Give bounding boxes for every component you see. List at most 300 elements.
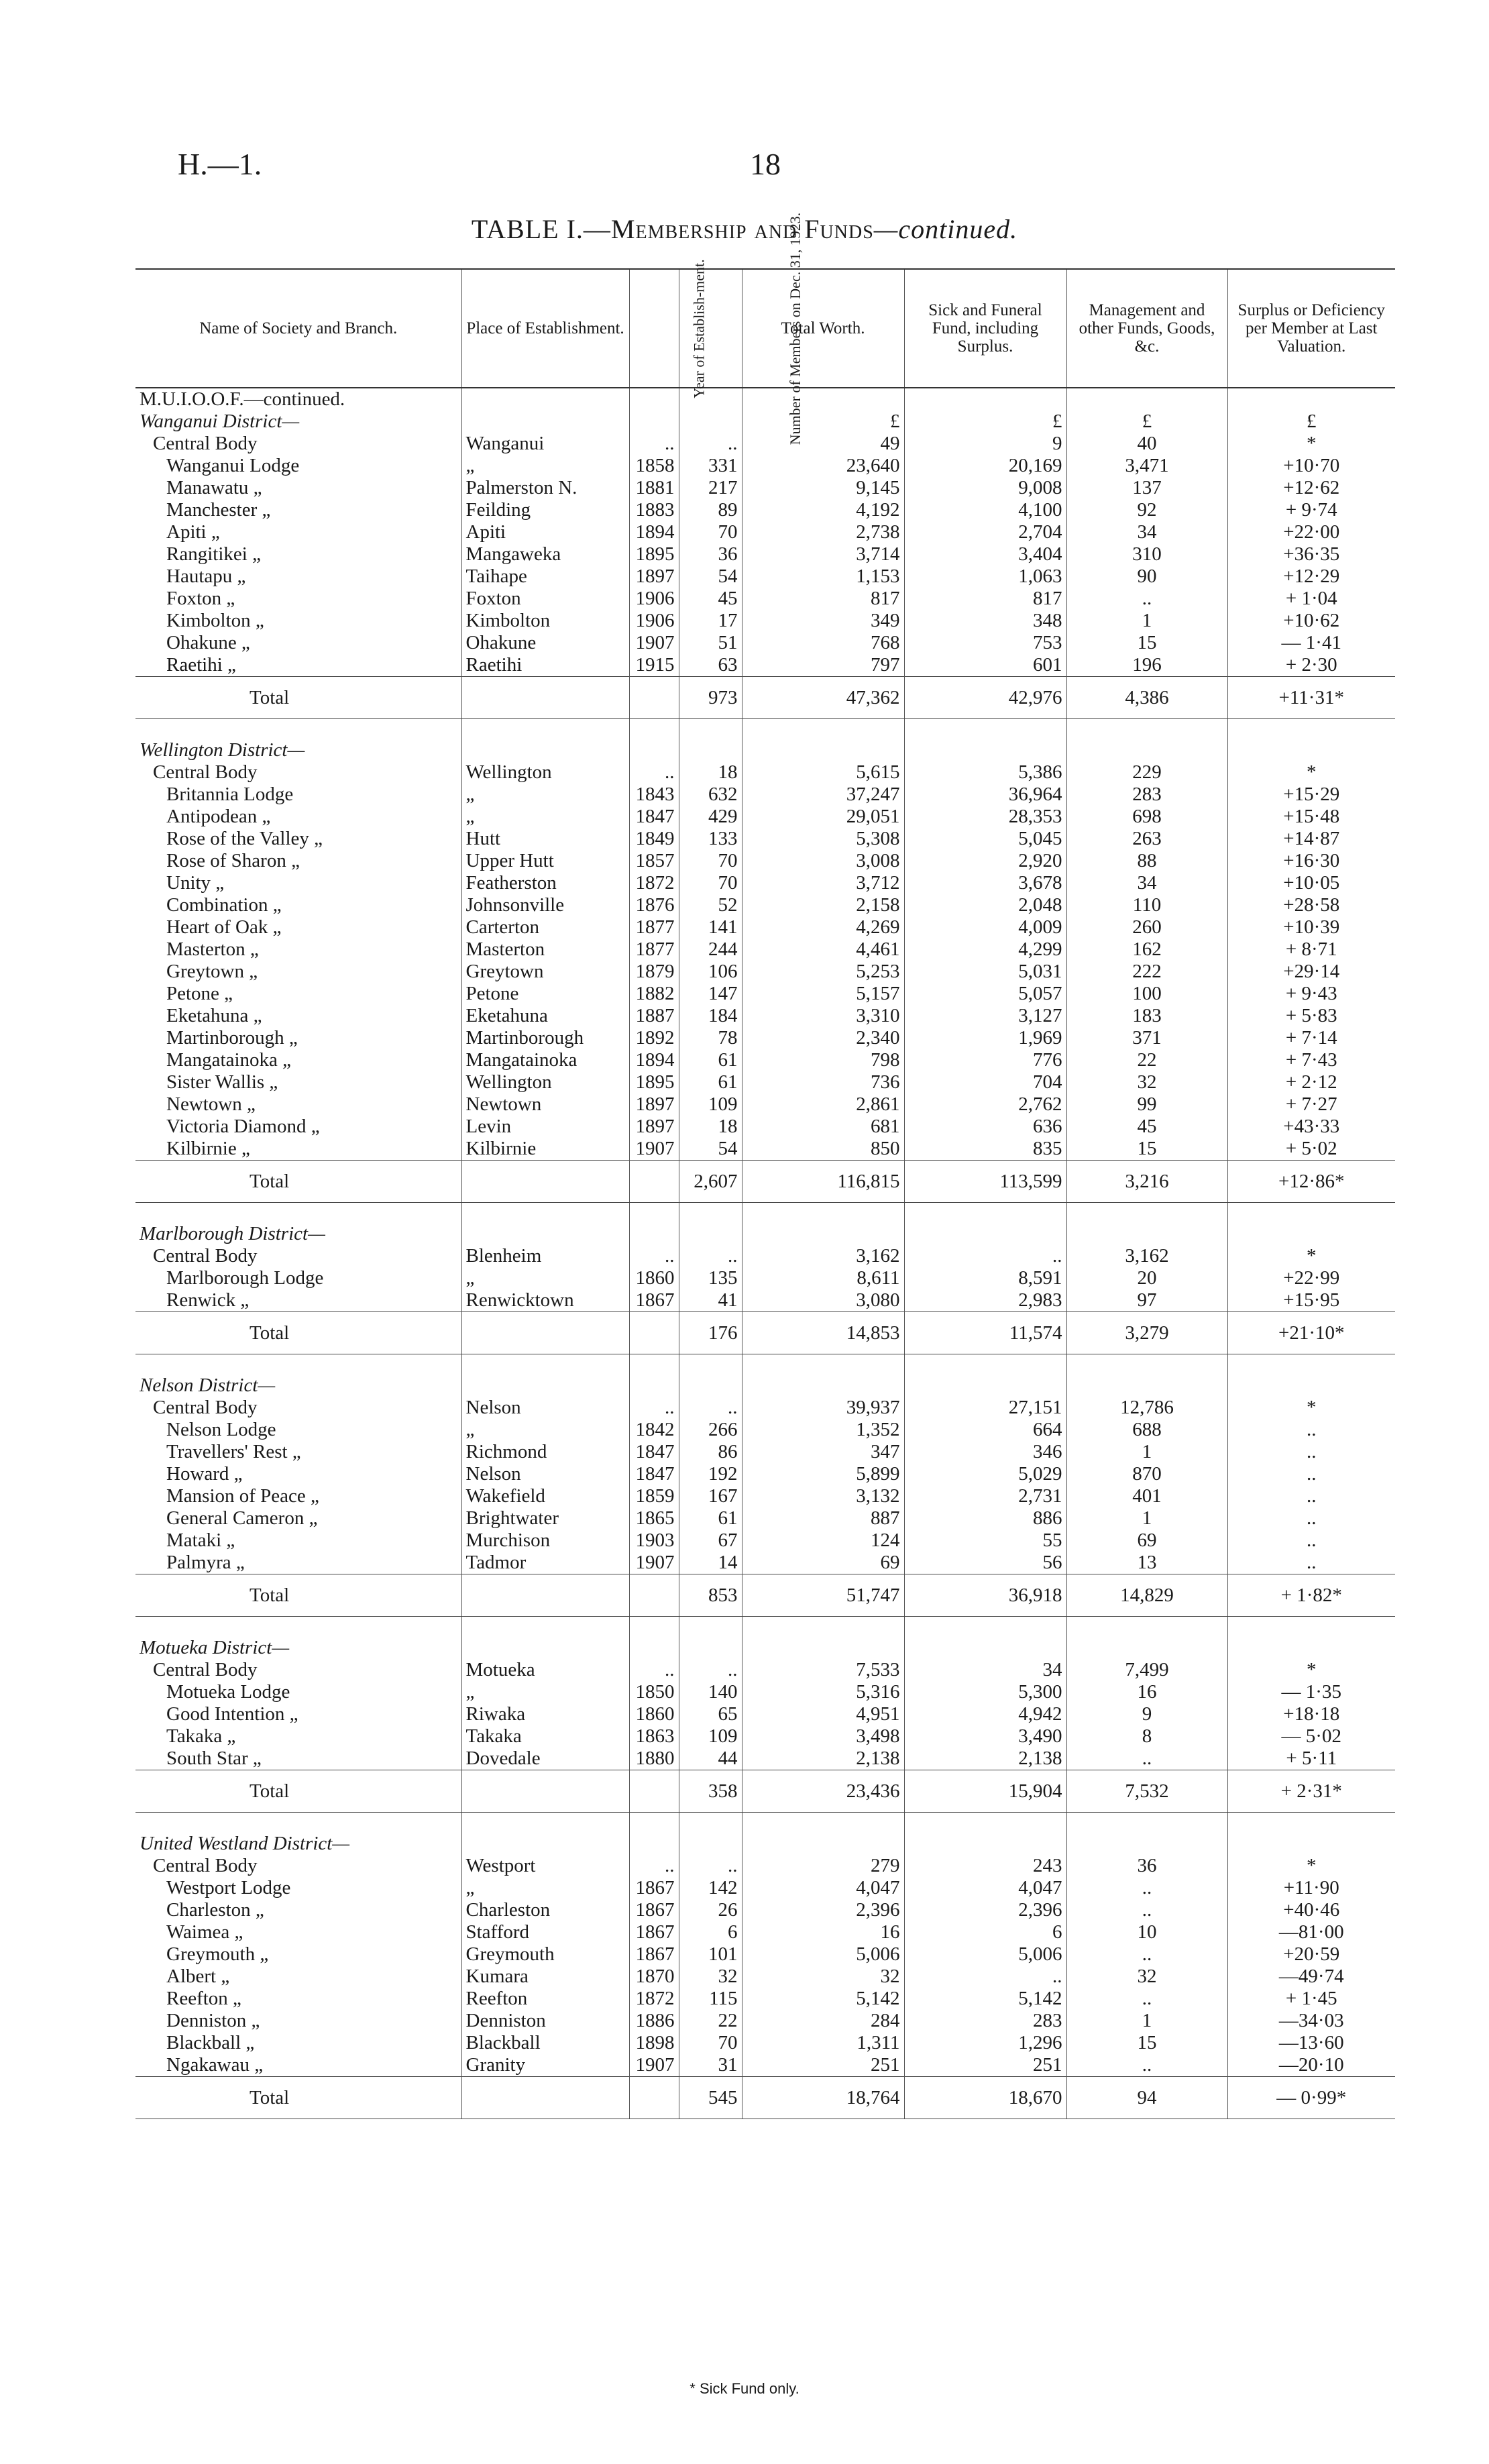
empty-cell (629, 1161, 679, 1203)
branch-name: Masterton „ (166, 939, 259, 960)
empty-cell (904, 388, 1066, 411)
empty-cell (1227, 739, 1395, 761)
empty-cell (135, 1354, 461, 1375)
member-count: 70 (679, 521, 742, 543)
sick-funeral-fund: 5,031 (904, 961, 1066, 983)
total-worth: 1,153 (742, 566, 904, 588)
surplus-deficiency: +36·35 (1227, 543, 1395, 566)
branch-name: Raetihi „ (166, 654, 236, 676)
sick-funeral-fund: 2,704 (904, 521, 1066, 543)
year-established: 1876 (629, 894, 679, 916)
empty-cell (742, 1223, 904, 1245)
surplus-deficiency: .. (1227, 1463, 1395, 1485)
management-funds: 90 (1066, 566, 1227, 588)
table-row (135, 939, 1395, 961)
year-established: 1857 (629, 850, 679, 872)
sick-funeral-fund: 251 (904, 2054, 1066, 2077)
surplus-deficiency: * (1227, 433, 1395, 455)
sick-funeral-fund: 3,678 (904, 872, 1066, 894)
empty-cell (904, 1203, 1066, 1224)
management-funds: 1 (1066, 1507, 1227, 1530)
member-count: 192 (679, 1463, 742, 1485)
total-sick-fund: 36,918 (904, 1574, 1066, 1617)
management-funds: 371 (1066, 1027, 1227, 1049)
empty-cell (629, 719, 679, 740)
management-funds: 1 (1066, 2010, 1227, 2032)
surplus-deficiency: +10·70 (1227, 455, 1395, 477)
member-count: 331 (679, 455, 742, 477)
surplus-deficiency: +10·62 (1227, 610, 1395, 632)
management-funds: .. (1066, 588, 1227, 610)
surplus-deficiency: +12·62 (1227, 477, 1395, 499)
year-established: 1843 (629, 784, 679, 806)
member-count: 17 (679, 610, 742, 632)
branch-name: Central Body (153, 1855, 258, 1876)
place-of-establishment: Foxton (461, 588, 629, 610)
management-funds: 16 (1066, 1681, 1227, 1703)
place-of-establishment: Blackball (461, 2032, 629, 2054)
place-of-establishment: Mangatainoka (461, 1049, 629, 1071)
member-count: 115 (679, 1988, 742, 2010)
member-count: 70 (679, 872, 742, 894)
total-worth: 817 (742, 588, 904, 610)
empty-cell (629, 388, 679, 411)
member-count: 167 (679, 1485, 742, 1507)
member-count: 147 (679, 983, 742, 1005)
place-of-establishment: „ (461, 1267, 629, 1289)
table-row (135, 1005, 1395, 1027)
member-count: 142 (679, 1877, 742, 1899)
member-count: 31 (679, 2054, 742, 2077)
table-row (135, 850, 1395, 872)
year-established: 1906 (629, 588, 679, 610)
table-row (135, 1748, 1395, 1770)
management-funds: 15 (1066, 1138, 1227, 1161)
surplus-deficiency: + 5·11 (1227, 1748, 1395, 1770)
place-of-establishment: „ (461, 1877, 629, 1899)
empty-cell (629, 677, 679, 719)
total-worth: 37,247 (742, 784, 904, 806)
empty-cell (461, 1203, 629, 1224)
management-funds: 9 (1066, 1703, 1227, 1725)
total-worth-sum: 23,436 (742, 1770, 904, 1813)
table-row (135, 1921, 1395, 1943)
year-established: .. (629, 433, 679, 455)
place-of-establishment: Motueka (461, 1659, 629, 1681)
member-count: 86 (679, 1441, 742, 1463)
empty-cell (679, 1637, 742, 1659)
member-count: 266 (679, 1419, 742, 1441)
member-count: 109 (679, 1093, 742, 1116)
year-established: 1887 (629, 1005, 679, 1027)
member-count: 70 (679, 2032, 742, 2054)
place-of-establishment: Riwaka (461, 1703, 629, 1725)
management-funds: 22 (1066, 1049, 1227, 1071)
empty-cell (904, 1637, 1066, 1659)
total-surplus: +11·31* (1227, 677, 1395, 719)
place-of-establishment: Granity (461, 2054, 629, 2077)
member-count: 109 (679, 1725, 742, 1748)
management-funds: 698 (1066, 806, 1227, 828)
total-worth: 3,132 (742, 1485, 904, 1507)
member-count: 133 (679, 828, 742, 850)
surplus-deficiency: + 7·43 (1227, 1049, 1395, 1071)
branch-name: Ohakune „ (166, 632, 250, 653)
total-worth: 798 (742, 1049, 904, 1071)
place-of-establishment: Taihape (461, 566, 629, 588)
empty-cell (1066, 1637, 1227, 1659)
empty-cell (742, 739, 904, 761)
total-worth: 2,861 (742, 1093, 904, 1116)
branch-name: Denniston „ (166, 2010, 260, 2031)
sick-funeral-fund: 4,942 (904, 1703, 1066, 1725)
member-count: 41 (679, 1289, 742, 1312)
total-row (135, 1574, 1395, 1617)
branch-name: Westport Lodge (166, 1877, 291, 1898)
management-funds: 1 (1066, 610, 1227, 632)
total-worth: 5,316 (742, 1681, 904, 1703)
empty-cell (629, 1312, 679, 1354)
empty-cell (742, 1203, 904, 1224)
empty-cell (904, 1833, 1066, 1855)
place-of-establishment: Richmond (461, 1441, 629, 1463)
branch-name: Kilbirnie „ (166, 1138, 250, 1159)
member-count: 184 (679, 1005, 742, 1027)
org-row (135, 388, 1395, 411)
empty-cell (679, 411, 742, 433)
year-established: 1907 (629, 1552, 679, 1574)
sick-funeral-fund: 9,008 (904, 477, 1066, 499)
year-established: 1867 (629, 1943, 679, 1966)
year-established: 1867 (629, 1289, 679, 1312)
management-funds: 162 (1066, 939, 1227, 961)
member-count: 52 (679, 894, 742, 916)
total-worth: 3,498 (742, 1725, 904, 1748)
total-worth: 2,340 (742, 1027, 904, 1049)
branch-name: Central Body (153, 1659, 258, 1680)
sick-funeral-fund: 636 (904, 1116, 1066, 1138)
year-established: 1867 (629, 1899, 679, 1921)
surplus-deficiency: .. (1227, 1552, 1395, 1574)
branch-name: Rose of Sharon „ (166, 850, 300, 871)
sick-funeral-fund: 283 (904, 2010, 1066, 2032)
empty-cell (629, 1354, 679, 1375)
place-of-establishment: Greymouth (461, 1943, 629, 1966)
place-of-establishment: Wanganui (461, 433, 629, 455)
total-worth: 5,006 (742, 1943, 904, 1966)
total-management: 3,216 (1066, 1161, 1227, 1203)
empty-cell (1066, 1813, 1227, 1833)
total-worth: 3,712 (742, 872, 904, 894)
sick-funeral-fund: 56 (904, 1552, 1066, 1574)
total-label: Total (135, 1770, 461, 1813)
place-of-establishment: Levin (461, 1116, 629, 1138)
table-row (135, 1049, 1395, 1071)
empty-cell (629, 2077, 679, 2119)
total-worth: 736 (742, 1071, 904, 1093)
member-count: .. (679, 1397, 742, 1419)
empty-cell (1066, 1354, 1227, 1375)
table-row (135, 1855, 1395, 1877)
total-worth: 39,937 (742, 1397, 904, 1419)
member-count: 6 (679, 1921, 742, 1943)
table-row (135, 588, 1395, 610)
col-header-surplus: Surplus or Deficiency per Member at Last Valuation. (1227, 269, 1395, 388)
district-name: Wanganui District— (140, 411, 300, 432)
branch-name: Palmyra „ (166, 1552, 245, 1573)
year-established: 1847 (629, 806, 679, 828)
sick-funeral-fund: 886 (904, 1507, 1066, 1530)
management-funds: 7,499 (1066, 1659, 1227, 1681)
table-row (135, 784, 1395, 806)
member-count: 18 (679, 1116, 742, 1138)
sick-funeral-fund: 1,063 (904, 566, 1066, 588)
management-funds: 13 (1066, 1552, 1227, 1574)
sick-funeral-fund: 5,300 (904, 1681, 1066, 1703)
member-count: 36 (679, 543, 742, 566)
col-header-members: Number of Members on Dec. 31, 1923. (679, 269, 742, 388)
table-row (135, 761, 1395, 784)
header-row (135, 269, 1395, 388)
management-funds: 401 (1066, 1485, 1227, 1507)
total-worth: 3,080 (742, 1289, 904, 1312)
year-established: 1872 (629, 1988, 679, 2010)
branch-name: Greytown „ (166, 961, 258, 982)
member-count: .. (679, 1855, 742, 1877)
place-of-establishment: Feilding (461, 499, 629, 521)
year-established: 1847 (629, 1441, 679, 1463)
total-worth: 2,396 (742, 1899, 904, 1921)
member-count: 14 (679, 1552, 742, 1574)
sick-funeral-fund: 5,386 (904, 761, 1066, 784)
branch-name: Rangitikei „ (166, 543, 261, 565)
total-members: 2,607 (679, 1161, 742, 1203)
year-established: 1897 (629, 566, 679, 588)
sick-funeral-fund: 20,169 (904, 455, 1066, 477)
place-of-establishment: „ (461, 1419, 629, 1441)
empty-cell (629, 1203, 679, 1224)
year-established: 1883 (629, 499, 679, 521)
sick-funeral-fund: 3,127 (904, 1005, 1066, 1027)
total-surplus: + 1·82* (1227, 1574, 1395, 1617)
table-row (135, 433, 1395, 455)
total-worth: 251 (742, 2054, 904, 2077)
empty-cell (1227, 1833, 1395, 1855)
member-count: 45 (679, 588, 742, 610)
surplus-deficiency: .. (1227, 1530, 1395, 1552)
district-name: United Westland District— (140, 1833, 350, 1854)
district-name: Nelson District— (140, 1375, 276, 1396)
empty-cell (1227, 1203, 1395, 1224)
branch-name: South Star „ (166, 1748, 262, 1769)
col-header-name: Name of Society and Branch. (135, 269, 461, 388)
total-label: Total (135, 1574, 461, 1617)
management-funds: 229 (1066, 761, 1227, 784)
surplus-deficiency: —20·10 (1227, 2054, 1395, 2077)
place-of-establishment: Kilbirnie (461, 1138, 629, 1161)
management-funds: 34 (1066, 521, 1227, 543)
place-of-establishment: Featherston (461, 872, 629, 894)
sick-funeral-fund: 243 (904, 1855, 1066, 1877)
empty-cell (1066, 388, 1227, 411)
empty-cell (904, 1375, 1066, 1397)
col-header-place: Place of Establishment. (461, 269, 629, 388)
management-funds: .. (1066, 1988, 1227, 2010)
year-established: 1842 (629, 1419, 679, 1441)
member-count: 61 (679, 1507, 742, 1530)
table-row (135, 872, 1395, 894)
surplus-deficiency: * (1227, 1397, 1395, 1419)
table-row (135, 1966, 1395, 1988)
spacer-row (135, 1617, 1395, 1638)
year-established: 1877 (629, 939, 679, 961)
total-label: Total (135, 2077, 461, 2119)
total-worth: 5,308 (742, 828, 904, 850)
total-worth: 5,142 (742, 1988, 904, 2010)
year-established: 1897 (629, 1093, 679, 1116)
surplus-deficiency: —34·03 (1227, 2010, 1395, 2032)
total-worth: 1,352 (742, 1419, 904, 1441)
branch-name: Combination „ (166, 894, 282, 916)
surplus-deficiency: * (1227, 761, 1395, 784)
year-established: 1879 (629, 961, 679, 983)
management-funds: .. (1066, 2054, 1227, 2077)
surplus-deficiency: .. (1227, 1485, 1395, 1507)
surplus-deficiency: —81·00 (1227, 1921, 1395, 1943)
total-worth: 850 (742, 1138, 904, 1161)
total-worth: 29,051 (742, 806, 904, 828)
empty-cell (1227, 1375, 1395, 1397)
year-established: 1898 (629, 2032, 679, 2054)
surplus-deficiency: — 5·02 (1227, 1725, 1395, 1748)
branch-name: Martinborough „ (166, 1027, 298, 1049)
total-worth-sum: 116,815 (742, 1161, 904, 1203)
management-funds: 196 (1066, 654, 1227, 677)
org-heading: M.U.I.O.O.F.—continued. (140, 388, 345, 410)
surplus-deficiency: + 2·12 (1227, 1071, 1395, 1093)
district-name: Wellington District— (140, 739, 305, 761)
currency-unit: £ (742, 411, 904, 433)
total-row (135, 1312, 1395, 1354)
branch-name: General Cameron „ (166, 1507, 318, 1529)
empty-cell (1066, 1617, 1227, 1638)
total-worth: 2,158 (742, 894, 904, 916)
member-count: 54 (679, 1138, 742, 1161)
place-of-establishment: Dovedale (461, 1748, 629, 1770)
place-of-establishment: Greytown (461, 961, 629, 983)
table-row (135, 1899, 1395, 1921)
place-of-establishment: Petone (461, 983, 629, 1005)
surplus-deficiency: + 1·45 (1227, 1988, 1395, 2010)
sick-funeral-fund: 6 (904, 1921, 1066, 1943)
table-title: TABLE I.—Membership and Funds—continued. (471, 214, 1018, 244)
empty-cell (461, 1617, 629, 1638)
table-row (135, 1530, 1395, 1552)
branch-name: Kimbolton „ (166, 610, 264, 631)
branch-name: Motueka Lodge (166, 1681, 290, 1703)
table-row (135, 1552, 1395, 1574)
place-of-establishment: „ (461, 1681, 629, 1703)
place-of-establishment: „ (461, 806, 629, 828)
total-worth: 124 (742, 1530, 904, 1552)
management-funds: 45 (1066, 1116, 1227, 1138)
management-funds: .. (1066, 1943, 1227, 1966)
year-established: 1859 (629, 1485, 679, 1507)
empty-cell (679, 1813, 742, 1833)
member-count: 65 (679, 1703, 742, 1725)
table-row (135, 566, 1395, 588)
table-body (135, 388, 1395, 2119)
table-row (135, 806, 1395, 828)
management-funds: .. (1066, 1877, 1227, 1899)
branch-name: Central Body (153, 761, 258, 783)
empty-cell (629, 1637, 679, 1659)
surplus-deficiency: +15·29 (1227, 784, 1395, 806)
place-of-establishment: Kimbolton (461, 610, 629, 632)
total-surplus: — 0·99* (1227, 2077, 1395, 2119)
management-funds: 870 (1066, 1463, 1227, 1485)
empty-cell (629, 1375, 679, 1397)
year-established: 1895 (629, 1071, 679, 1093)
management-funds: 92 (1066, 499, 1227, 521)
sick-funeral-fund: 2,920 (904, 850, 1066, 872)
page-number: 18 (750, 147, 781, 181)
table-row (135, 1725, 1395, 1748)
member-count: 140 (679, 1681, 742, 1703)
total-members: 853 (679, 1574, 742, 1617)
empty-cell (904, 1617, 1066, 1638)
place-of-establishment: „ (461, 455, 629, 477)
surplus-deficiency: * (1227, 1855, 1395, 1877)
col-header-sick: Sick and Funeral Fund, including Surplus. (904, 269, 1066, 388)
empty-cell (742, 1354, 904, 1375)
management-funds: 263 (1066, 828, 1227, 850)
sick-funeral-fund: 601 (904, 654, 1066, 677)
branch-name: Antipodean „ (166, 806, 271, 827)
empty-cell (742, 1833, 904, 1855)
empty-cell (1227, 388, 1395, 411)
total-worth: 9,145 (742, 477, 904, 499)
table-row (135, 1071, 1395, 1093)
empty-cell (461, 739, 629, 761)
year-established: 1860 (629, 1267, 679, 1289)
surplus-deficiency: +18·18 (1227, 1703, 1395, 1725)
table-row (135, 2032, 1395, 2054)
empty-cell (679, 1375, 742, 1397)
sick-funeral-fund: 9 (904, 433, 1066, 455)
empty-cell (461, 1223, 629, 1245)
surplus-deficiency: + 5·83 (1227, 1005, 1395, 1027)
sick-funeral-fund: 3,490 (904, 1725, 1066, 1748)
total-worth: 349 (742, 610, 904, 632)
year-established: 1865 (629, 1507, 679, 1530)
total-worth: 797 (742, 654, 904, 677)
place-of-establishment: Raetihi (461, 654, 629, 677)
total-surplus: +12·86* (1227, 1161, 1395, 1203)
member-count: 135 (679, 1267, 742, 1289)
branch-name: Blackball „ (166, 2032, 255, 2053)
surplus-deficiency: +10·39 (1227, 916, 1395, 939)
col-header-year: Year of Establish-ment. (629, 269, 679, 388)
table-row (135, 2010, 1395, 2032)
management-funds: 310 (1066, 543, 1227, 566)
sick-funeral-fund: 8,591 (904, 1267, 1066, 1289)
table-row (135, 1441, 1395, 1463)
total-worth: 3,714 (742, 543, 904, 566)
table-row (135, 1419, 1395, 1441)
spacer-row (135, 1203, 1395, 1224)
management-funds: 3,471 (1066, 455, 1227, 477)
